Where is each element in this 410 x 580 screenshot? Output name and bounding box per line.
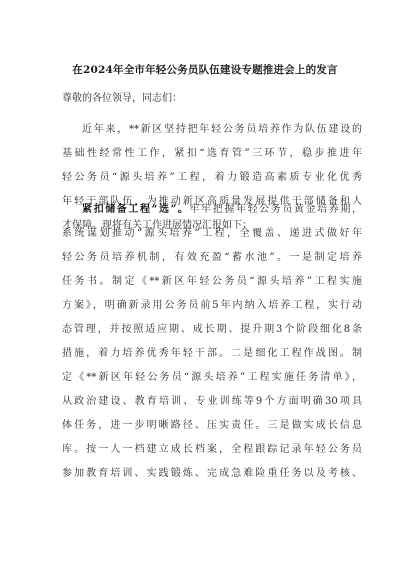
paragraph-line: 轻公务员培养机制，有效充盈“蓄水池”。一是制定培养 (62, 252, 362, 263)
salutation: 尊敬的各位领导，同志们： (62, 93, 182, 104)
paragraph-line: 态管理，并按照适应期、成长期、提升期3个阶段细化8条 (62, 324, 362, 335)
paragraph-line: 基础性经常性工作，紧扣“选育管”三环节，稳步推进年 (62, 148, 362, 159)
paragraph-line: 参加教育培训、实践锻炼、完成急难险重任务以及考核、 (62, 468, 362, 479)
paragraph-line: 近年来，**新区坚持把年轻公务员培养作为队伍建设的 (82, 124, 362, 135)
paragraph-line: 任务书。制定《**新区年轻公务员“源头培养”工程实施 (62, 276, 362, 287)
paragraph-line: 方案》，明确新录用公务员前5年内纳入培养工程，实行动 (62, 300, 362, 311)
paragraph-line: 系统谋划推动“源头培养”工程，全覆盖、递进式做好年 (62, 228, 362, 239)
paragraph-line: 轻公务员“源头培养”工程，着力锻造高素质专业化优秀 (62, 172, 362, 183)
paragraph-line: 定《**新区年轻公务员“源头培养”工程实施任务清单》， (62, 372, 362, 383)
document-title: 在2024年全市年轻公务员队伍建设专题推进会上的发言 (72, 64, 338, 76)
paragraph-line: 才保障。现将有关工作进展情况汇报如下： (62, 220, 252, 231)
paragraph-line: 年轻干部队伍，为推动新区高质量发展提供干部储备和人 (62, 196, 362, 207)
paragraph-text: 牢牢把握年轻公务员黄金培养期， (189, 204, 362, 215)
paragraph-line (62, 198, 362, 222)
paragraph-line: 措施，着力培养优秀年轻干部。二是细化工程作战图。制 (62, 348, 362, 359)
section-heading: 紧扣储备工程“选”。 (82, 204, 190, 215)
paragraph-line: 体任务，进一步明晰路径、压实责任。三是做实成长信息 (62, 420, 362, 431)
paragraph-line: 库。按一人一档建立成长档案，全程跟踪记录年轻公务员 (62, 444, 362, 455)
paragraph-line: 从政治建设、教育培训、专业训练等9个方面明确30项具 (62, 396, 362, 407)
paragraph-selection (62, 198, 362, 486)
